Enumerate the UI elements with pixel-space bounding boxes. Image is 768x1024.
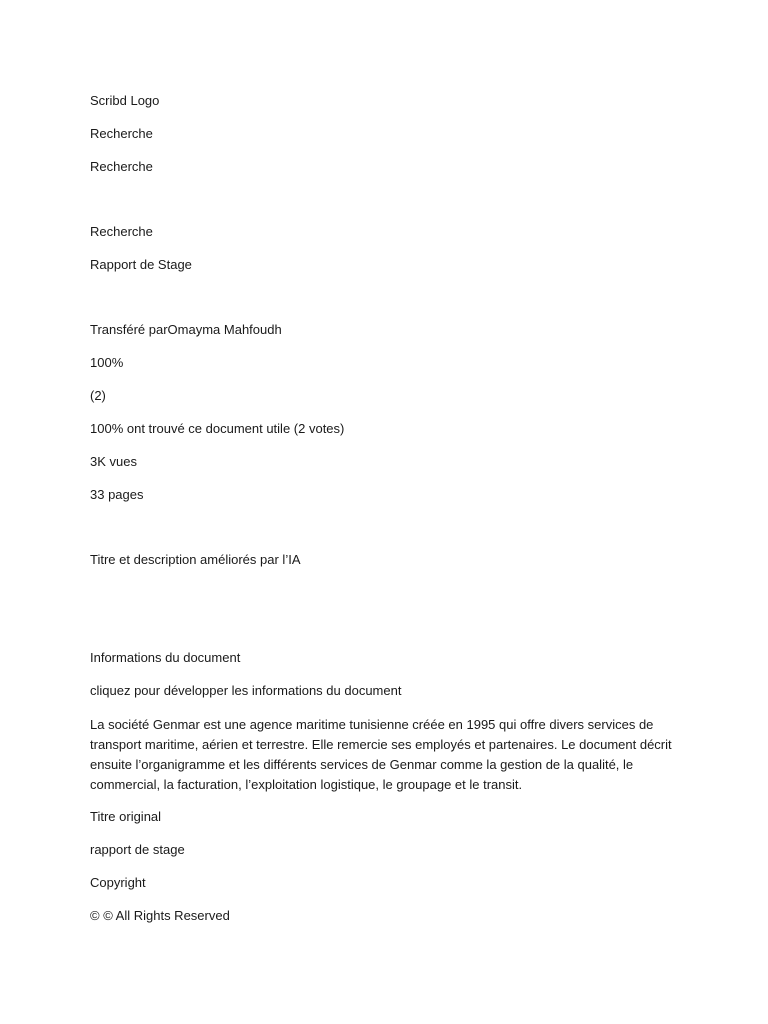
views-count: 3K vues: [90, 454, 137, 469]
document-title: Rapport de Stage: [90, 257, 192, 272]
document-description: La société Genmar est une agence maritime tunisienne créée en 1995 qui offre divers services de transport maritime, aérien et terrestre. Elle remercie ses employés et partenaires. Le document décrit ensuite l’organigramme et les différents services de Genmar comme la gestion de la qualité, le commercial, la facturation, l’exploitation logistique, le groupage et le transit.: [90, 717, 672, 792]
document-info-heading: Informations du document: [90, 650, 241, 665]
search-button[interactable]: Recherche: [90, 126, 153, 141]
ai-enhanced-note: Titre et description améliorés par l’IA: [90, 552, 301, 567]
rating-count[interactable]: (2): [90, 388, 106, 403]
expand-document-info-button[interactable]: cliquez pour développer les informations du document: [90, 683, 402, 698]
search-submit-button[interactable]: Recherche: [90, 224, 153, 239]
pages-count: 33 pages: [90, 487, 144, 502]
copyright-label: Copyright: [90, 875, 146, 890]
original-title-label: Titre original: [90, 809, 162, 824]
rating-summary: 100% ont trouvé ce document utile (2 votes): [90, 421, 345, 436]
scribd-logo-link[interactable]: Scribd Logo: [90, 93, 160, 108]
rating-percent[interactable]: 100%: [90, 355, 124, 370]
uploader-link[interactable]: Transféré parOmayma Mahfoudh: [90, 322, 282, 337]
copyright-value: © © All Rights Reserved: [90, 908, 230, 923]
search-input-label[interactable]: Recherche: [90, 159, 153, 174]
original-title-value: rapport de stage: [90, 842, 185, 857]
page-content: [90, 92, 680, 940]
